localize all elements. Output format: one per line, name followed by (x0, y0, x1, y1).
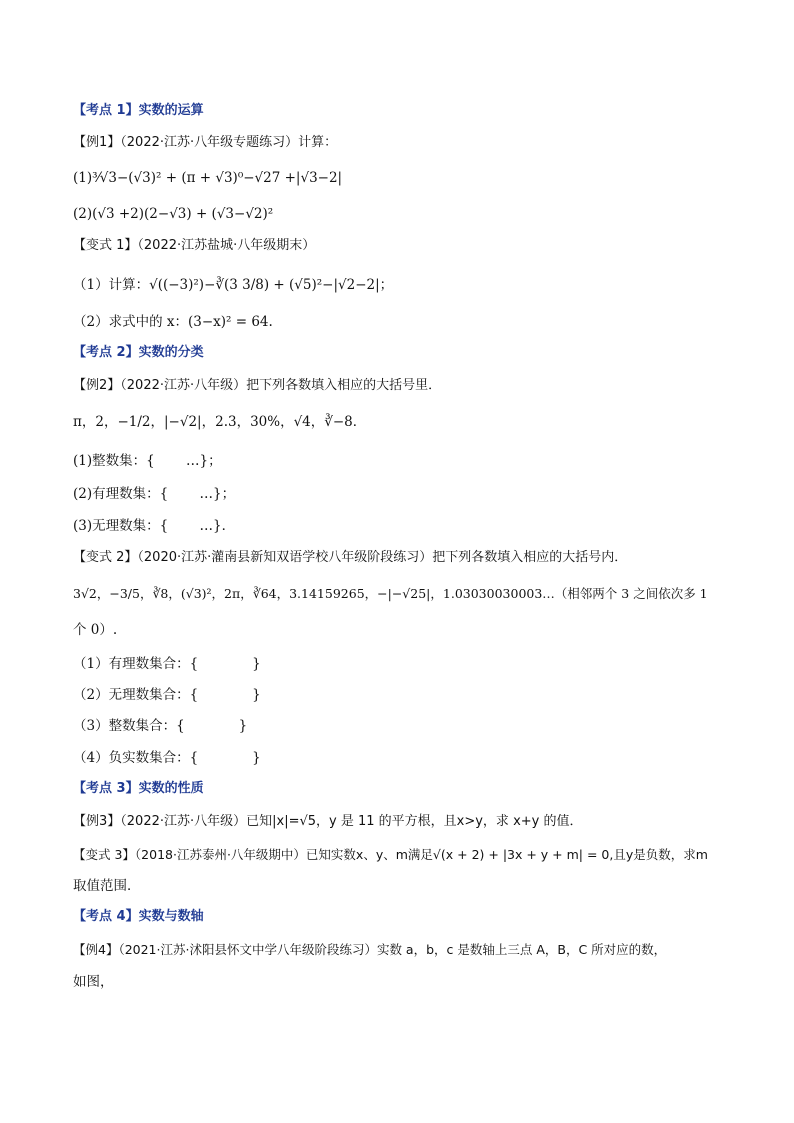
variant-2-q4: （4）负实数集合：{ } (73, 750, 261, 766)
variant-1-part-2: （2）求式中的 x：(3−x)² = 64. (73, 314, 273, 330)
example-2-title: 【例2】（2022·江苏·八年级）把下列各数填入相应的大括号里． (73, 378, 442, 393)
example-1-part-2: (2)(√3 +2)(2−√3) + (√3−√2)² (73, 206, 274, 222)
variant-2-numbers-line-2: 个 0）. (73, 622, 118, 638)
example-2-numbers: π，2，−1/2，|−√2|，2.3，30%，√4，∛−8． (73, 414, 367, 430)
variant-3-line-2: 取值范围． (73, 878, 141, 894)
variant-2-numbers-line-1: 3√2，−3/5，∛8，(√3)²，2π，∛64，3.14159265，−|−√25|，1.03030030003…（相邻两个 3 之间依次多 1 (73, 586, 708, 601)
section-heading-3: 【考点 3】实数的性质 (73, 781, 204, 796)
variant-2-q3: （3）整数集合：{ } (73, 718, 248, 734)
example-3: 【例3】（2022·江苏·八年级）已知|x|=√5，y 是 11 的平方根，且x>y，求 x+y 的值． (73, 814, 583, 829)
example-1-title: 【例1】（2022·江苏·八年级专题练习）计算： (73, 135, 338, 150)
example-4-line-1: 【例4】（2021·江苏·沭阳县怀文中学八年级阶段练习）实数 a，b，c 是数轴上三点 A，B，C 所对应的数， (73, 942, 667, 957)
variant-2-q1: （1）有理数集合：{ } (73, 656, 261, 672)
variant-1-part-1: （1）计算：√((−3)²)−∛(3 3/8) + (√5)²−|√2−2|； (73, 277, 394, 293)
section-heading-1: 【考点 1】实数的运算 (73, 103, 204, 118)
variant-2-q2: （2）无理数集合：{ } (73, 687, 261, 703)
example-1-part-1: (1)³⁄√3−(√3)² + (π + √3)⁰−√27 +|√3−2| (73, 170, 343, 186)
example-2-q1: (1)整数集：{ …}； (73, 453, 222, 469)
variant-3-line-1: 【变式 3】（2018·江苏泰州·八年级期中）已知实数x、y、m满足√(x + 2) + |3x + y + m| = 0,且y是负数，求m (73, 847, 708, 862)
example-2-q3: (3)无理数集：{ …}． (73, 518, 236, 534)
example-4-line-2: 如图， (73, 974, 114, 990)
section-heading-2: 【考点 2】实数的分类 (73, 345, 204, 360)
variant-2-title: 【变式 2】（2020·江苏·灌南县新知双语学校八年级阶段练习）把下列各数填入相应的大括号内． (73, 550, 628, 565)
example-2-q2: (2)有理数集：{ …}； (73, 486, 236, 502)
section-heading-4: 【考点 4】实数与数轴 (73, 909, 204, 924)
variant-1-title: 【变式 1】（2022·江苏盐城·八年级期末） (73, 238, 316, 253)
